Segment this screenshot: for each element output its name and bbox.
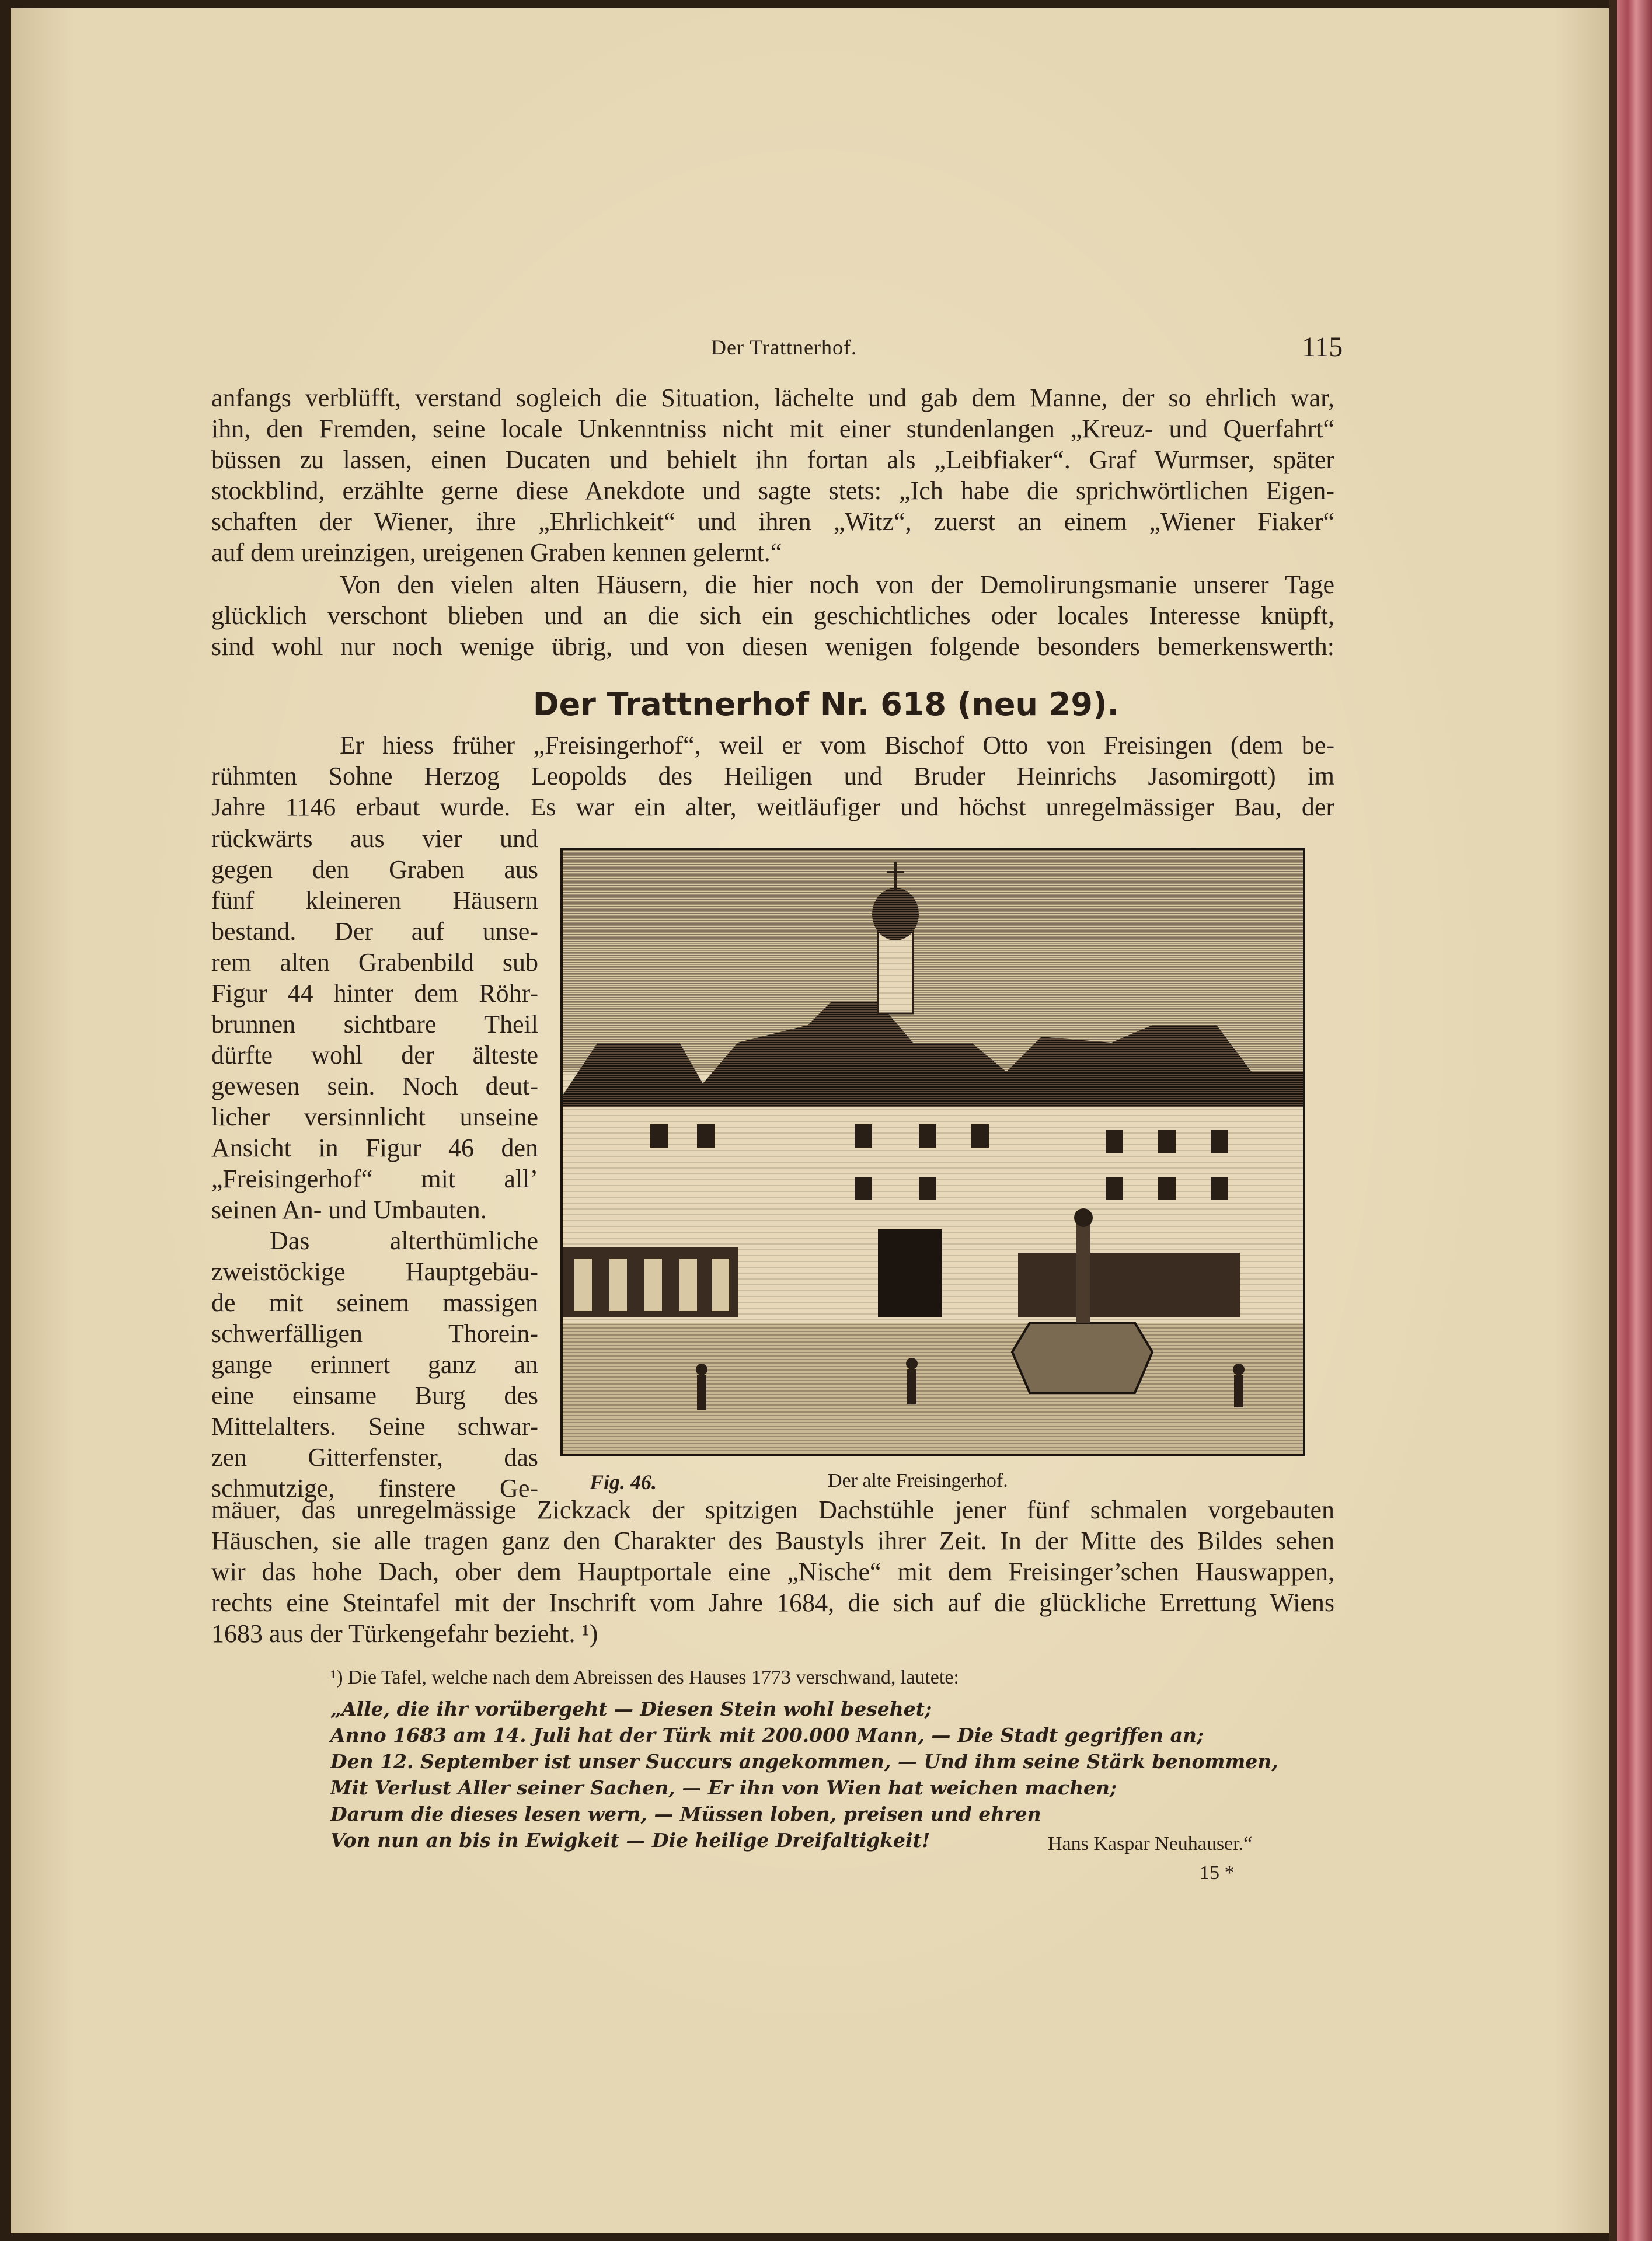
text-line: Er hiess früher „Freisingerhof“, weil er vom Bischof Otto von Freisingen (dem be- <box>340 731 1334 759</box>
text-line: ihn, den Fremden, seine locale Unkenntniss nicht mit einer stundenlangen „Kreuz- und Querfahrt“ <box>211 414 1334 443</box>
text-line: licher versinnlicht unseine <box>211 1103 538 1131</box>
text-line: rückwärts aus vier und <box>211 824 538 853</box>
section-heading: Der Trattnerhof Nr. 618 (neu 29). <box>532 686 1120 723</box>
text-line: seinen An- und Umbauten. <box>211 1196 487 1224</box>
text-line: glücklich verschont blieben und an die sich ein geschichtliches oder locales Interesse knüpft, <box>211 601 1334 630</box>
shopfront-right <box>1018 1253 1240 1317</box>
second-paragraph <box>211 569 1334 662</box>
ground <box>563 1317 1303 1454</box>
inscription-line: Mit Verlust Aller seiner Sachen, — Er ihn von Wien hat weichen machen; <box>330 1776 1117 1799</box>
text-line: schwerfälligen Thorein- <box>211 1319 538 1348</box>
text-line: 1683 aus der Türkengefahr bezieht. ¹) <box>211 1619 598 1648</box>
text-line: Figur 44 hinter dem Röhr- <box>211 979 538 1008</box>
text-line: brunnen sichtbare Theil <box>211 1010 538 1038</box>
text-line: Von den vielen alten Häusern, die hier noch von der Demolirungsmanie unserer Tage <box>340 570 1334 599</box>
text-line: dürfte wohl der älteste <box>211 1041 538 1069</box>
figure-label: Fig. 46. <box>590 1470 657 1494</box>
text-line: gewesen sein. Noch deut- <box>211 1072 538 1100</box>
section-body-bottom <box>211 1494 1334 1649</box>
text-line: rem alten Grabenbild sub <box>211 948 538 977</box>
inscription-line: Anno 1683 am 14. Juli hat der Türk mit 200.000 Mann, — Die Stadt gegriffen an; <box>330 1724 1204 1747</box>
text-line: Ansicht in Figur 46 den <box>211 1134 538 1162</box>
text-line: „Freisingerhof“ mit all’ <box>211 1165 538 1193</box>
inscription-line: Darum die dieses lesen wern, — Müssen loben, preisen und ehren <box>330 1803 1041 1825</box>
page-number: 115 <box>1302 332 1343 363</box>
running-head: Der Trattnerhof. <box>711 336 857 359</box>
text-line: zen Gitterfenster, das <box>211 1443 538 1472</box>
figure-caption: Der alte Freisingerhof. <box>828 1470 1008 1491</box>
text-line: eine einsame Burg des <box>211 1381 538 1410</box>
text-line: Das alterthümliche <box>270 1226 538 1255</box>
text-line: anfangs verblüfft, verstand sogleich die Situation, lächelte und gab dem Manne, der so ehrlich war, <box>211 384 1334 412</box>
text-line: schaften der Wiener, ihre „Ehrlichkeit“ und ihren „Witz“, zuerst an einem „Wiener Fiaker“ <box>211 507 1334 536</box>
text-line: fünf kleineren Häusern <box>211 886 538 915</box>
text-line: de mit seinem massigen <box>211 1288 538 1317</box>
text-line: gange erinnert ganz an <box>211 1350 538 1379</box>
gateway <box>878 1229 942 1317</box>
inscription-line: Von nun an bis in Ewigkeit — Die heilige Dreifaltigkeit! <box>330 1829 930 1852</box>
page-edge-red <box>1617 0 1652 2241</box>
text-line: wir das hohe Dach, ober dem Hauptportale eine „Nische“ mit dem Freisinger’schen Hauswappen, <box>211 1557 1334 1586</box>
text-line: zweistöckige Hauptgebäu- <box>211 1257 538 1286</box>
sheet-signature-mark: 15 * <box>1200 1862 1235 1884</box>
text-line: gegen den Graben aus <box>211 855 538 884</box>
text-line: bestand. Der auf unse- <box>211 917 538 946</box>
text-line: büssen zu lassen, einen Ducaten und behielt ihn fortan als „Leibfiaker“. Graf Wurmser, später <box>211 445 1334 474</box>
text-line: auf dem ureinzigen, ureigenen Graben kennen gelernt.“ <box>211 538 782 567</box>
book-spine-shadow <box>1609 0 1617 2241</box>
footnote-intro: ¹) Die Tafel, welche nach dem Abreissen des Hauses 1773 verschwand, lautete: <box>330 1667 959 1688</box>
footnote-signature: Hans Kaspar Neuhauser.“ <box>1048 1833 1253 1855</box>
text-line: Mittelalters. Seine schwar- <box>211 1412 538 1441</box>
text-line: rühmten Sohne Herzog Leopolds des Heiligen und Bruder Heinrichs Jasomirgott) im <box>211 762 1334 790</box>
inscription-line: „Alle, die ihr vorübergeht — Diesen Stein wohl besehet; <box>330 1698 932 1720</box>
text-line: stockblind, erzählte gerne diese Anekdote und sagte stets: „Ich habe die sprichwörtlichen Eigen- <box>211 476 1334 505</box>
text-line: mäuer, das unregelmässige Zickzack der spitzigen Dachstühle jener fünf schmalen vorgebauten <box>211 1496 1334 1524</box>
section-body-top <box>211 730 1334 822</box>
text-line: sind wohl nur noch wenige übrig, und von diesen wenigen folgende besonders bemerkenswerth: <box>211 632 1334 661</box>
column-text <box>211 823 538 1504</box>
figure-engraving-freisingerhof <box>560 848 1305 1456</box>
text-line: rechts eine Steintafel mit der Inschrift vom Jahre 1684, die sich auf die glückliche Errettung Wiens <box>211 1588 1334 1617</box>
text-line: schmutzige, finstere Ge- <box>211 1474 538 1503</box>
text-line: Jahre 1146 erbaut wurde. Es war ein alter, weitläufiger und höchst unregelmässiger Bau, der <box>211 793 1334 821</box>
intro-paragraph <box>211 382 1334 568</box>
text-line: Häuschen, sie alle tragen ganz den Charakter des Baustyls ihrer Zeit. In der Mitte des Bildes sehen <box>211 1526 1334 1555</box>
inscription-line: Den 12. September ist unser Succurs angekommen, — Und ihm seine Stärk benommen, <box>330 1750 1278 1773</box>
